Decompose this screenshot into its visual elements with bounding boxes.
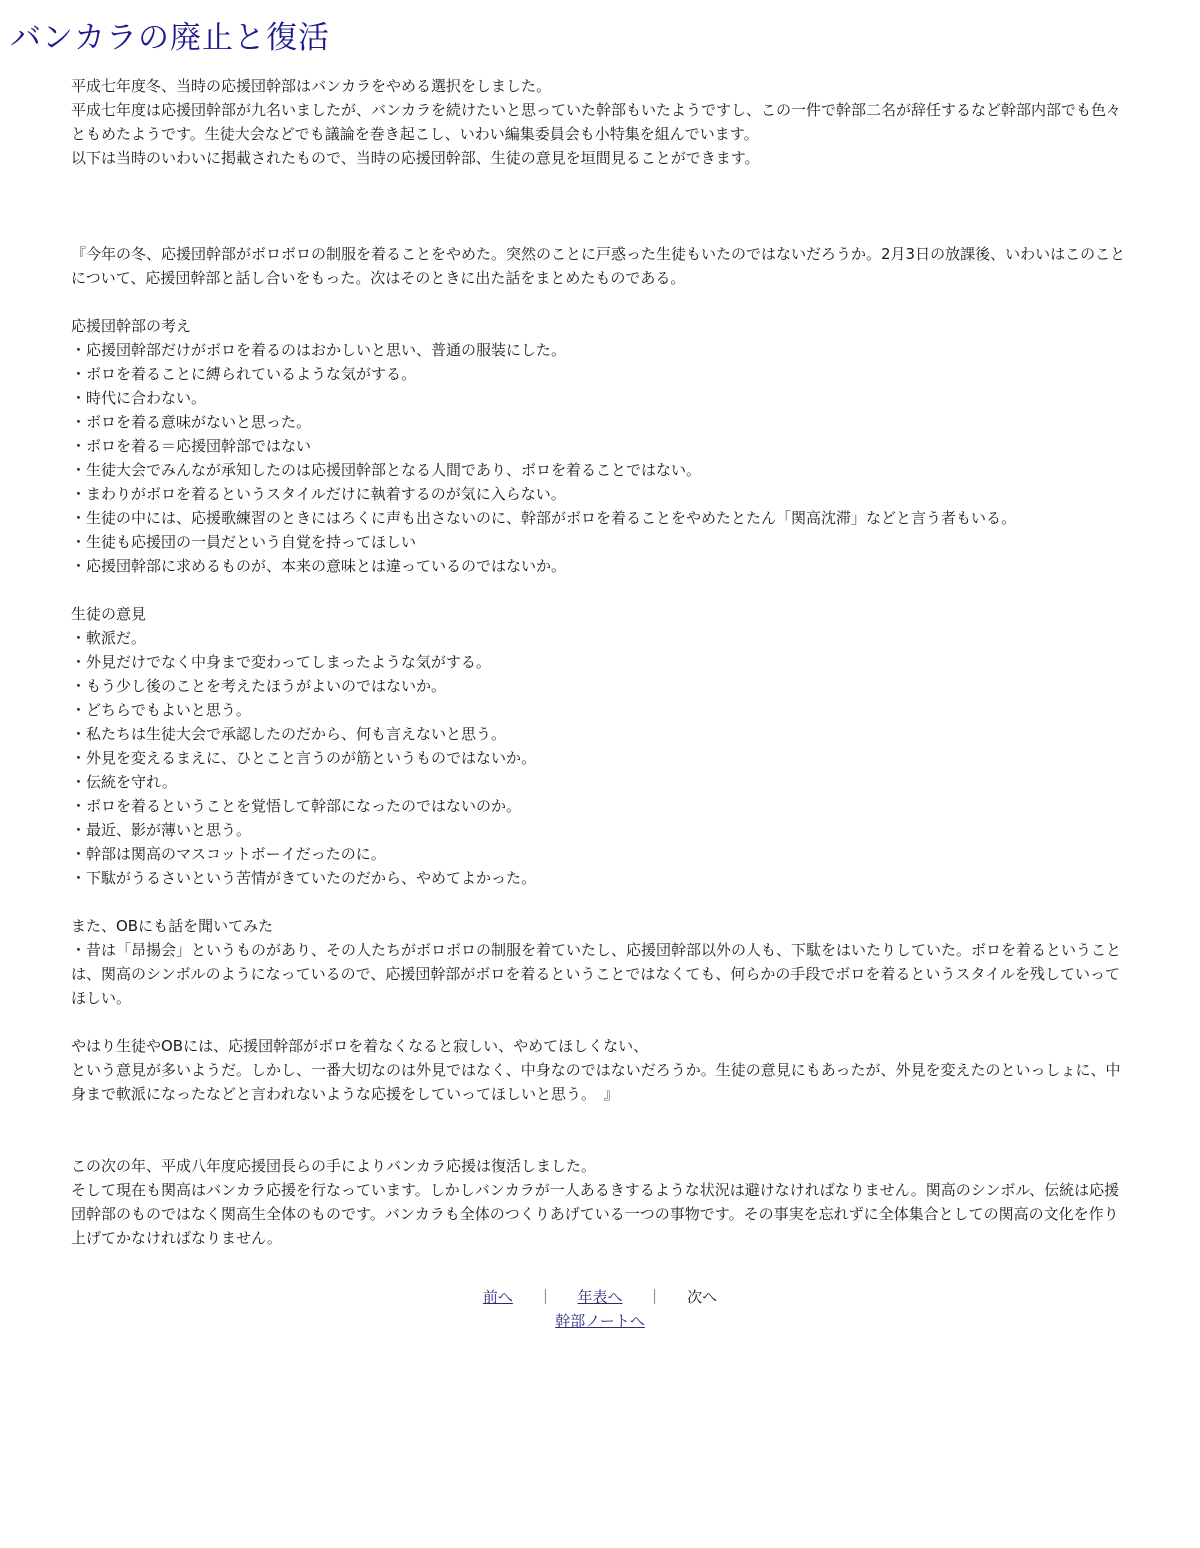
list-item: ・生徒の中には、応援歌練習のときにはろくに声も出さないのに、幹部がボロを着ることをやめたとたん「関高沈滞」などと言う者もいる。	[71, 509, 1017, 527]
list-item: ・私たちは生徒大会で承認したのだから、何も言えないと思う。	[71, 725, 507, 743]
list-item: ・応援団幹部だけがボロを着るのはおかしいと思い、普通の服装にした。	[71, 341, 567, 359]
list-item: ・外見を変えるまえに、ひとこと言うのが筋というものではないか。	[71, 749, 537, 767]
list-item: ・ボロを着る意味がないと思った。	[71, 413, 312, 431]
article-opening: 『今年の冬、応援団幹部がボロボロの制服を着ることをやめた。突然のことに戸惑った生徒もいたのではないだろうか。2月3日の放課後、いわいはこのことについて、応援団幹部と話し合いをもった。次はそのときに出た話をまとめたものである。	[71, 245, 1126, 287]
list-item: ・ボロを着る＝応援団幹部ではない	[71, 437, 312, 455]
list-item: ・軟派だ。	[71, 629, 147, 647]
list-item: ・応援団幹部に求めるものが、本来の意味とは違っているのではないか。	[71, 557, 567, 575]
closing-section	[71, 1154, 1131, 1250]
ob-heading: また、OBにも話を聞いてみた	[71, 917, 274, 935]
intro-line: 以下は当時のいわいに掲載されたもので、当時の応援団幹部、生徒の意見を垣間見ることができます。	[71, 149, 760, 167]
list-item: ・まわりがボロを着るというスタイルだけに執着するのが気に入らない。	[71, 485, 566, 503]
list-item: ・幹部は関高のマスコットボーイだったのに。	[71, 845, 386, 863]
main-content	[71, 74, 1131, 1250]
list-item: ・どちらでもよいと思う。	[71, 701, 251, 719]
nav-separator: ｜	[537, 1288, 553, 1306]
executives-list	[71, 338, 1131, 578]
intro-line: 平成七年度冬、当時の応援団幹部はバンカラをやめる選択をしました。	[71, 77, 552, 95]
intro-line: 平成七年度は応援団幹部が九名いましたが、バンカラを続けたいと思っていた幹部もいたようですし、この一件で幹部二名が辞任するなど幹部内部でも色々ともめたようです。生徒大会などでも議論を巻き起こし、いわい編集委員会も小特集を組んでいます。	[71, 101, 1122, 143]
list-item: ・もう少し後のことを考えたほうがよいのではないか。	[71, 677, 447, 695]
list-item: ・下駄がうるさいという苦情がきていたのだから、やめてよかった。	[71, 869, 537, 887]
list-item: ・生徒大会でみんなが承知したのは応援団幹部となる人間であり、ボロを着ることではない。	[71, 461, 702, 479]
list-item: ・最近、影が薄いと思う。	[71, 821, 252, 839]
list-item: ・生徒も応援団の一員だという自覚を持ってほしい	[71, 533, 417, 551]
nav-row-notes	[0, 1309, 1200, 1333]
ob-comment: ・昔は「昂揚会」というものがあり、その人たちがボロボロの制服を着ていたし、応援団幹部以外の人も、下駄をはいたりしていた。ボロを着るということは、関高のシンボルのようになっているので、応援団幹部がボロを着るということではなくても、何らかの手段でボロを着るというスタイルを残していってほしい。	[71, 941, 1122, 1007]
prev-link[interactable]: 前へ	[482, 1288, 513, 1306]
executive-notes-link[interactable]: 幹部ノートへ	[555, 1312, 645, 1330]
page-title: バンカラの廃止と復活	[10, 20, 330, 56]
list-item: ・ボロを着るということを覚悟して幹部になったのではないのか。	[71, 797, 522, 815]
executives-heading: 応援団幹部の考え	[71, 317, 192, 335]
timeline-link[interactable]: 年表へ	[577, 1288, 623, 1306]
students-list	[71, 626, 1131, 890]
article-conclusion: という意見が多いようだ。しかし、一番大切なのは外見ではなく、中身なのではないだろうか。生徒の意見にもあったが、外見を変えたのといっしょに、中身まで軟派になったなどと言われないような応援をしていってほしいと思う。 』	[71, 1061, 1121, 1103]
closing-line: この次の年、平成八年度応援団長らの手によりバンカラ応援は復活しました。	[71, 1157, 597, 1175]
article-conclusion: やはり生徒やOBには、応援団幹部がボロを着なくなると寂しい、やめてほしくない、	[71, 1037, 649, 1055]
intro-section	[71, 74, 1131, 170]
page-navigation	[0, 1285, 1200, 1333]
list-item: ・外見だけでなく中身まで変わってしまったような気がする。	[71, 653, 491, 671]
article-quote	[71, 242, 1131, 1106]
closing-line: そして現在も関高はバンカラ応援を行なっています。しかしバンカラが一人あるきするような状況は避けなければなりません。関高のシンボル、伝統は応援団幹部のものではなく関高生全体のものです。バンカラも全体のつくりあげている一つの事物です。その事実を忘れずに全体集合としての関高の文化を作り上げてかなければなりません。	[71, 1181, 1120, 1247]
nav-separator: ｜	[647, 1288, 663, 1306]
nav-row-main	[0, 1285, 1200, 1309]
list-item: ・伝統を守れ。	[71, 773, 177, 791]
students-heading: 生徒の意見	[71, 605, 147, 623]
next-label: 次へ	[687, 1288, 718, 1306]
list-item: ・ボロを着ることに縛られているような気がする。	[71, 365, 417, 383]
list-item: ・時代に合わない。	[71, 389, 207, 407]
